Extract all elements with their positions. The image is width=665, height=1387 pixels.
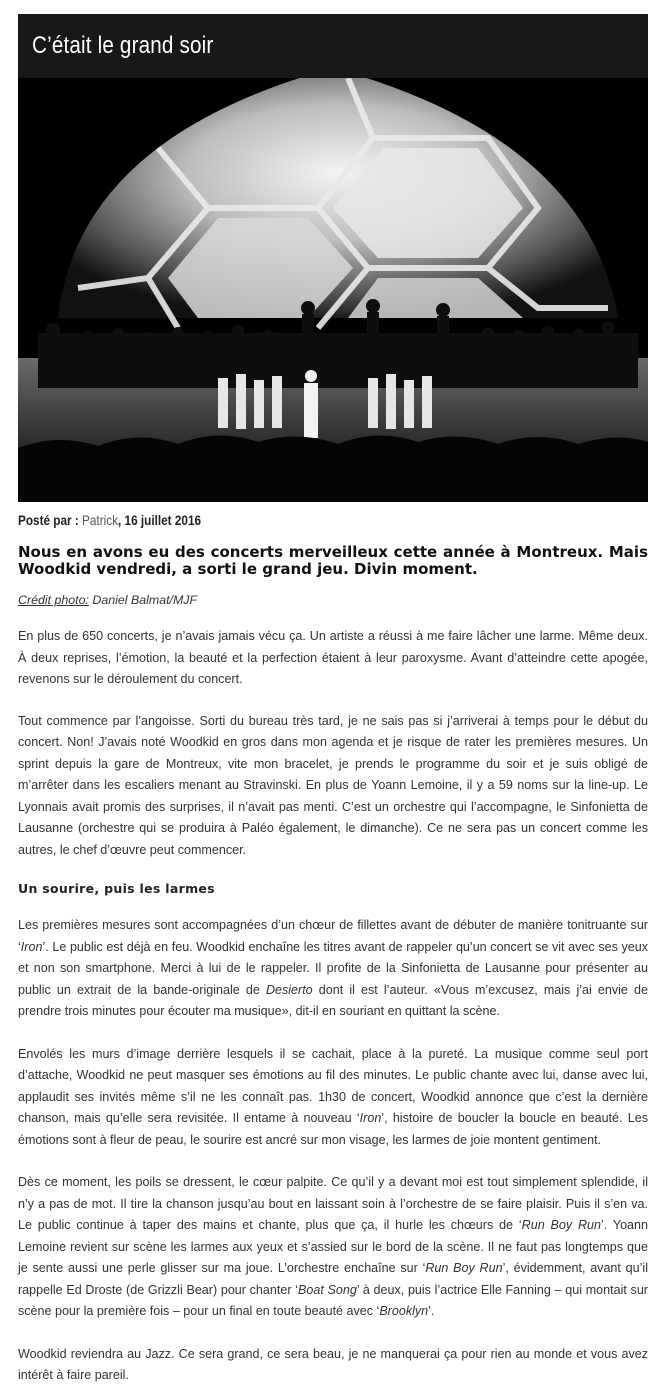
p4-text-c: ’, histoire de boucler la boucle en beauté. Les émotions sont à fleur de peau, le sourire est ancré sur mon visage, les larmes de joie montent gentiment.: [18, 1111, 648, 1147]
photo-credit: [18, 593, 648, 607]
post-title[interactable]: C’était le grand soir: [32, 32, 214, 59]
concert-photo: [18, 78, 648, 502]
article-subheading: Un sourire, puis les larmes: [18, 881, 215, 896]
p5-text-a: Dès ce moment, les poils se dressent, le cœur palpite. Ce qu’il y a devant moi est tout simplement splendide, il n’y a pas de mot. Il tire la chanson jusqu’au bout en laissant soin à l’orchestre de se faire plaisir. Puis il s’en va. Le public continue à taper des mains et chante, plus que ça, il hurle les chœurs de ‘: [18, 1175, 648, 1232]
article-paragraph-4: [18, 1044, 648, 1152]
p3-text-c: ’. Le public est déjà en feu. Woodkid enchaîne les titres avant de rappeler qu’un concert se vit avec ses yeux et non son smartphone. Merci à lui de le rappeler. Il profite de la Sinfonietta de Lausanne pour présenter au public un extrait de la bande-originale de: [18, 939, 648, 997]
p3-text-e: dont il est l’auteur. «Vous m’excusez, mais j’ai envie de prendre trois minutes pour écouter ma musique», dit-il en souriant en quittant la scène.: [18, 982, 648, 1018]
song-title-brooklyn: Brooklyn: [379, 1304, 429, 1318]
article-paragraph-1: En plus de 650 concerts, je n’avais jamais vécu ça. Un artiste a réussi à me faire lâcher une larme. Même deux. À deux reprises, l’émotion, la beauté et la perfection étaient à leur paroxysme. Avant d’atteindre cette apogée, revenons sur le déroulement du concert.: [18, 629, 648, 686]
song-title-run-boy-run: Run Boy Run: [521, 1218, 601, 1232]
author-link[interactable]: Patrick: [82, 512, 118, 528]
film-title-desierto: Desierto: [265, 982, 313, 997]
article-paragraph-2: Tout commence par l’angoisse. Sorti du bureau très tard, je ne sais pas si j’arriverai à temps pour le début du concert. Non! J’avais noté Woodkid en gros dans mon agenda et je risque de rater les premières mesures. Un sprint depuis la gare de Montreux, vite mon bracelet, je prends le programme du soir et je suis obligé de m’arrêter dans les escaliers menant au Stravinski. En plus de Yoann Lemoine, il y a 59 noms sur la line-up. Le Lyonnais avait promis des surprises, il n’avait pas menti. C’est un orchestre qui l’accompagne, le Sinfonietta de Lausanne (orchestre qui se produira à Paléo également, le dimanche). Ce ne sera pas un concert comme les autres, le chef d’œuvre peut commencer.: [18, 713, 648, 857]
p5-text-g: ’ à deux, puis l’actrice Elle Fanning – qui montait sur scène pour la première fois – pour un final en toute beauté avec ‘: [18, 1282, 648, 1318]
song-title-boat-song: Boat Song: [298, 1282, 357, 1297]
p5-text-i: ’.: [428, 1304, 435, 1318]
photo-credit-label: Crédit photo:: [18, 593, 89, 607]
article-paragraph-3: [18, 915, 648, 1023]
post-container: [18, 14, 648, 1387]
posted-by-label: Posté par :: [18, 512, 83, 528]
article-paragraph-5: [18, 1172, 648, 1323]
post-date: , 16 juillet 2016: [117, 512, 202, 528]
p3-text-a: Les premières mesures sont accompagnées d’un chœur de fillettes avant de débuter de manière tonitruante sur ‘: [18, 918, 648, 954]
song-title-iron-2: Iron: [359, 1111, 382, 1125]
title-bar: [18, 14, 648, 78]
lead-paragraph: Nous en avons eu des concerts merveilleux cette année à Montreux. Mais Woodkid vendredi, a sorti le grand jeu. Divin moment.: [18, 543, 648, 578]
post-meta: [18, 512, 547, 528]
song-title-iron: Iron: [20, 939, 43, 954]
p5-text-c: ’. Yoann Lemoine revient sur scène les larmes aux yeux et s’assied sur le bord de la scène. Il ne faut pas longtemps que je sente aussi une perle glisser sur ma joue. L’orchestre enchaîne sur ‘: [18, 1218, 648, 1275]
photo-credit-name: Daniel Balmat/MJF: [88, 593, 198, 607]
p4-text-a: Envolés les murs d’image derrière lesquels il se cachait, place à la pureté. La musique comme seul port d’attache, Woodkid ne peut masquer ses émotions au fil des minutes. Le public chante avec lui, danse avec lui, applaudit ses invités même s’il ne les connaît pas. 1h30 de concert, Woodkid annonce que c’est la dernière chanson, mais qu’elle sera revisitée. Il entame à nouveau ‘: [18, 1046, 648, 1125]
p5-text-e: ’, évidemment, avant qu’il rappelle Ed Droste (de Grizzli Bear) pour chanter ‘: [18, 1261, 648, 1297]
article-paragraph-6: Woodkid reviendra au Jazz. Ce sera grand, ce sera beau, je ne manquerai ça pour rien au monde et vous avez intérêt à faire pareil.: [18, 1346, 648, 1382]
song-title-run-boy-run-2: Run Boy Run: [425, 1261, 503, 1275]
